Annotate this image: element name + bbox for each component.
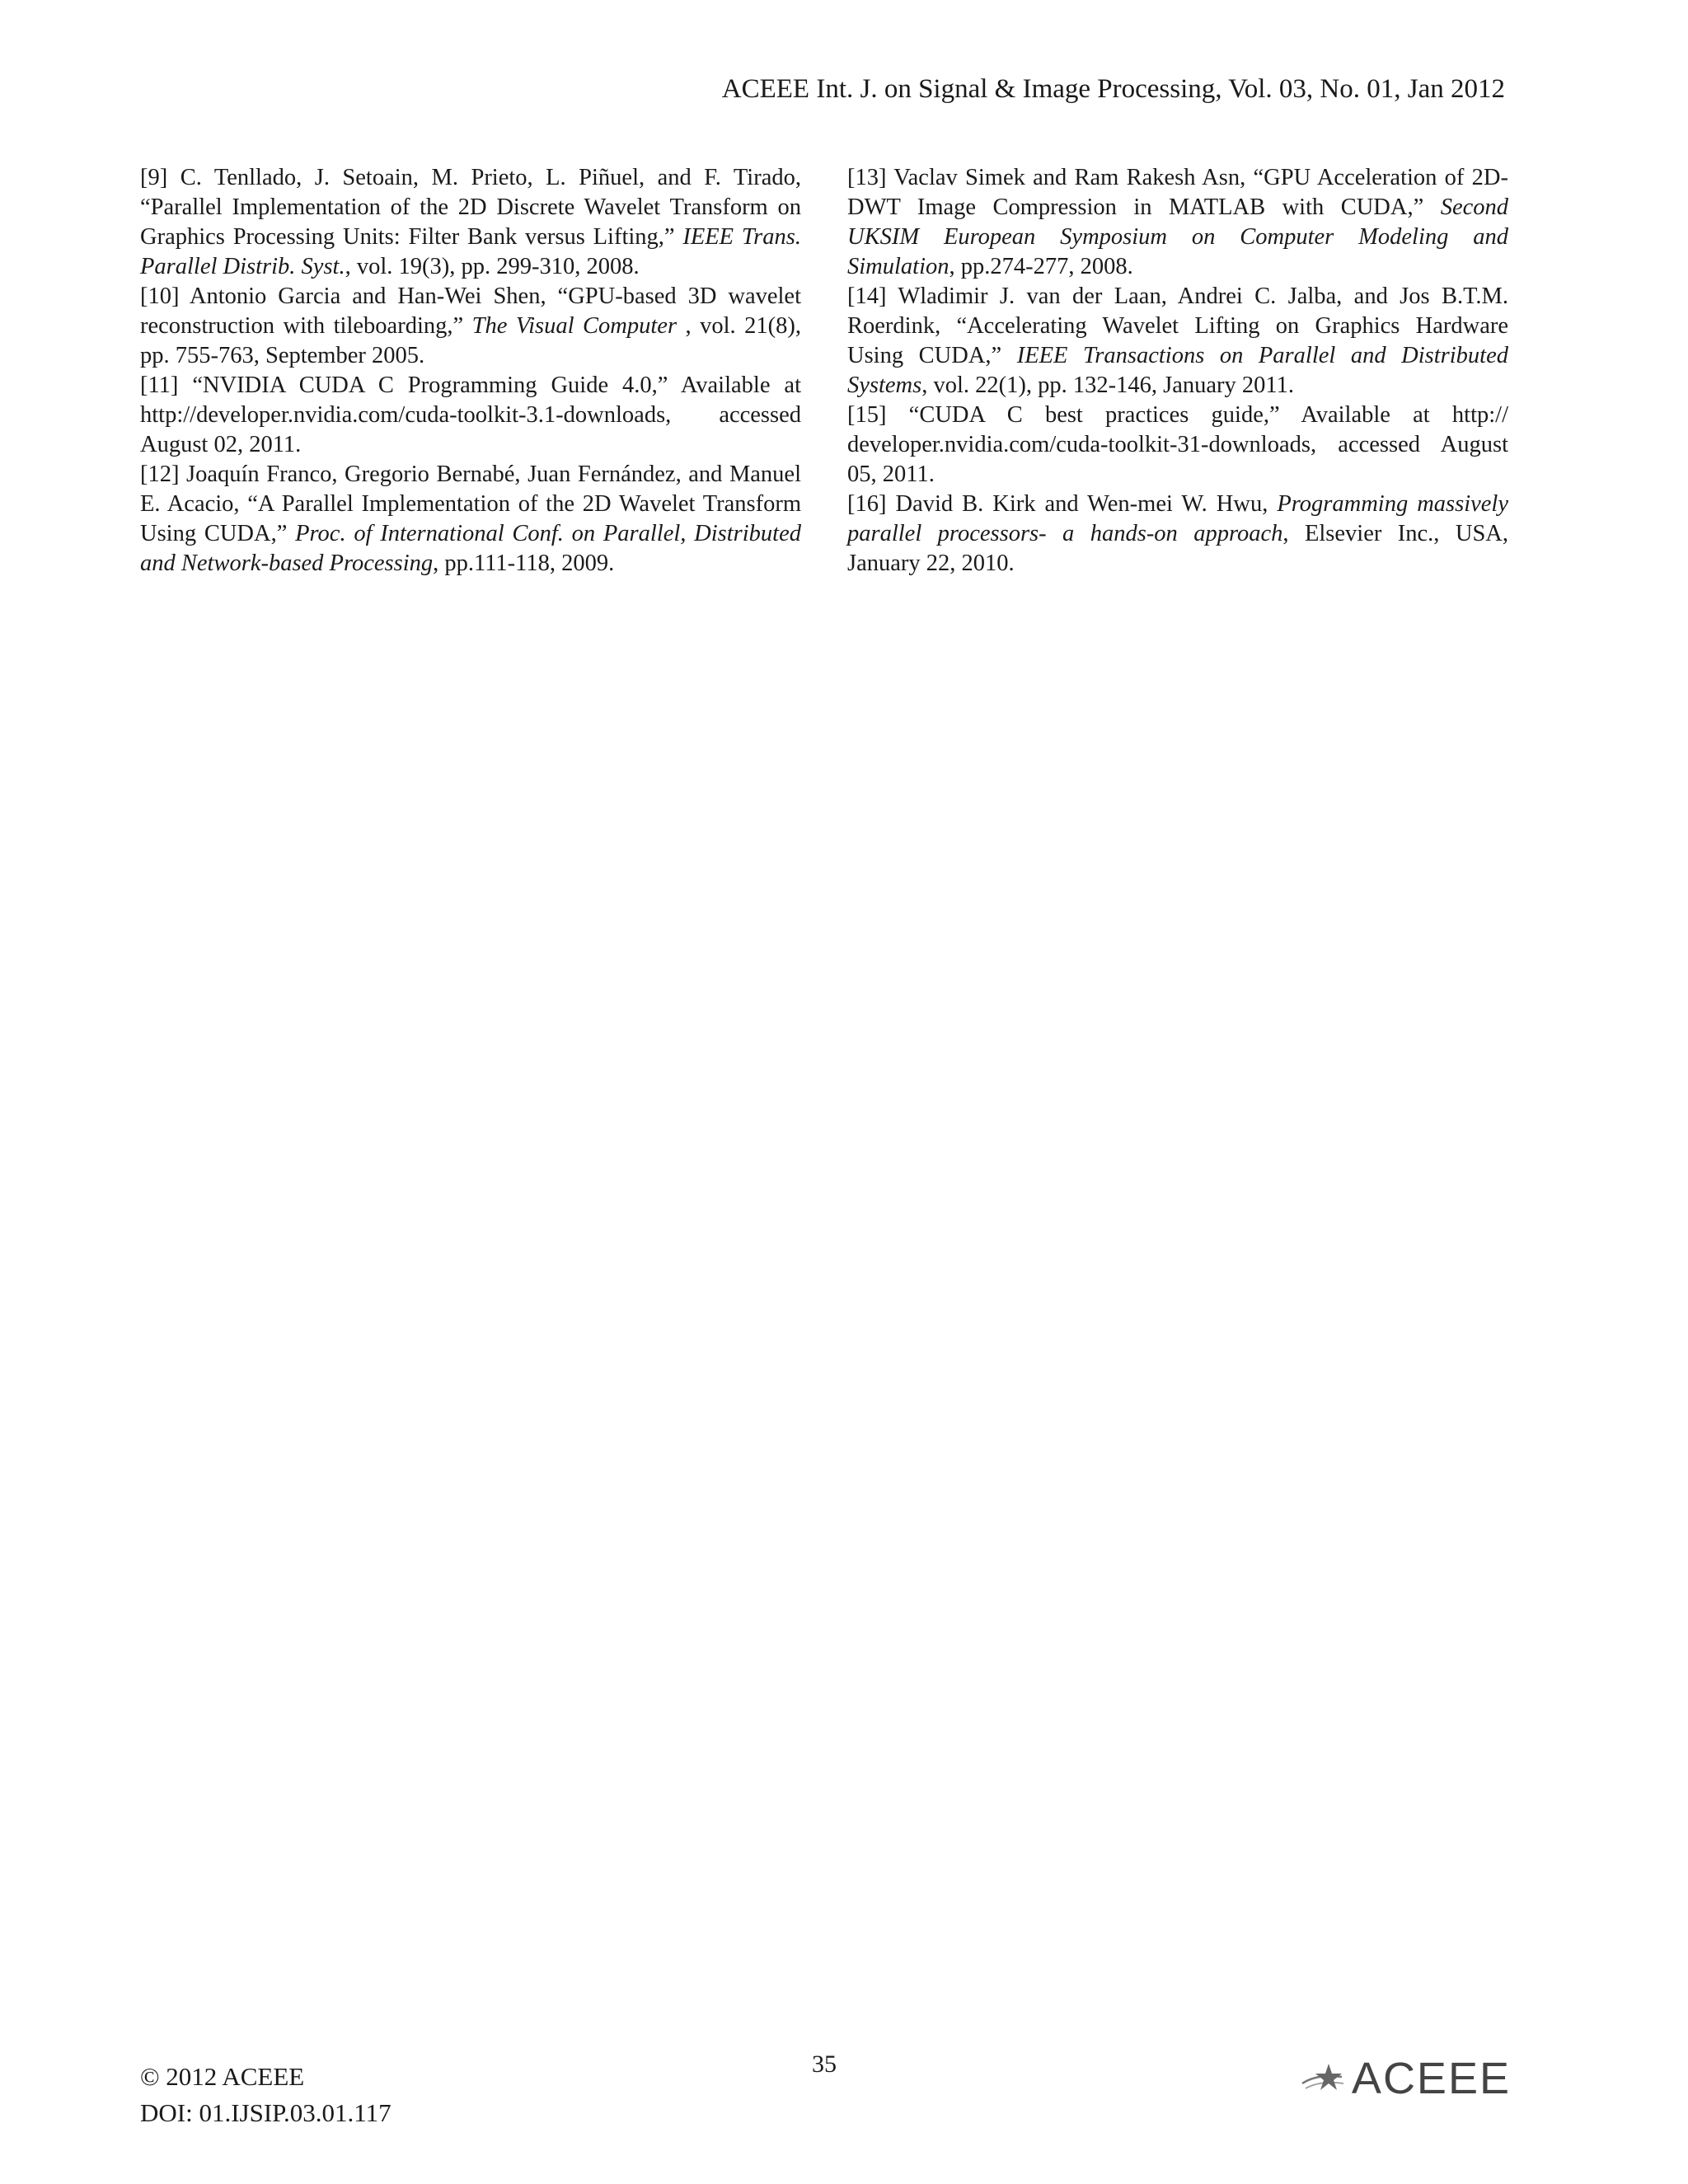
reference-9: [9] C. Tenllado, J. Setoain, M. Prieto, L. Piñuel, and F. Tirado, “Parallel Implementation of the 2D Discrete Wavelet Transform on Graphics Processing Units: Filter Bank versus Lifting,” IEEE Trans. Parallel Distrib. Syst., vol. 19(3), pp. 299-310, 2008. <box>140 165 801 279</box>
aceee-logo <box>1301 2054 1511 2103</box>
copyright-text: © 2012 ACEEE <box>140 2062 305 2091</box>
reference-15: [15] “CUDA C best practices guide,” Available at http:// developer.nvidia.com/cuda-toolkit-31-downloads, accessed August 05, 2011. <box>847 402 1508 487</box>
running-header: ACEEE Int. J. on Signal & Image Processing, Vol. 03, No. 01, Jan 2012 <box>721 74 1505 104</box>
reference-16: [16] David B. Kirk and Wen-mei W. Hwu, Programming massively parallel processors- a hands-on approach, Elsevier Inc., USA, January 22, 2010. <box>847 491 1508 576</box>
reference-14: [14] Wladimir J. van der Laan, Andrei C. Jalba, and Jos B.T.M. Roerdink, “Accelerating Wavelet Lifting on Graphics Hardware Using CUDA,” IEEE Transactions on Parallel and Distributed Systems, vol. 22(1), pp. 132-146, January 2011. <box>847 284 1508 398</box>
doi-text: DOI: 01.IJSIP.03.01.117 <box>140 2098 392 2127</box>
footer-copyright-block <box>140 2059 392 2131</box>
references-right-column <box>847 163 1508 579</box>
logo-wordmark: ACEEE <box>1351 2054 1511 2103</box>
references-left-column <box>140 163 801 579</box>
reference-11: [11] “NVIDIA CUDA C Programming Guide 4.0,” Available at http://developer.nvidia.com/cuda-toolkit-3.1-downloads, accessed August 02, 2011. <box>140 373 801 457</box>
reference-10: [10] Antonio Garcia and Han-Wei Shen, “GPU-based 3D wavelet reconstruction with tileboarding,” The Visual Computer , vol. 21(8), pp. 755-763, September 2005. <box>140 284 801 368</box>
star-swoosh-icon <box>1301 2059 1347 2098</box>
reference-13: [13] Vaclav Simek and Ram Rakesh Asn, “GPU Acceleration of 2D-DWT Image Compression in MATLAB with CUDA,” Second UKSIM European Symposium on Computer Modeling and Simulation, pp.274-277, 2008. <box>847 165 1508 279</box>
reference-12: [12] Joaquín Franco, Gregorio Bernabé, Juan Fernández, and Manuel E. Acacio, “A Parallel Implementation of the 2D Wavelet Transform Using CUDA,” Proc. of International Conf. on Parallel, Distributed and Network-based Processing, pp.111-118, 2009. <box>140 462 801 576</box>
page-number: 35 <box>812 2050 837 2078</box>
